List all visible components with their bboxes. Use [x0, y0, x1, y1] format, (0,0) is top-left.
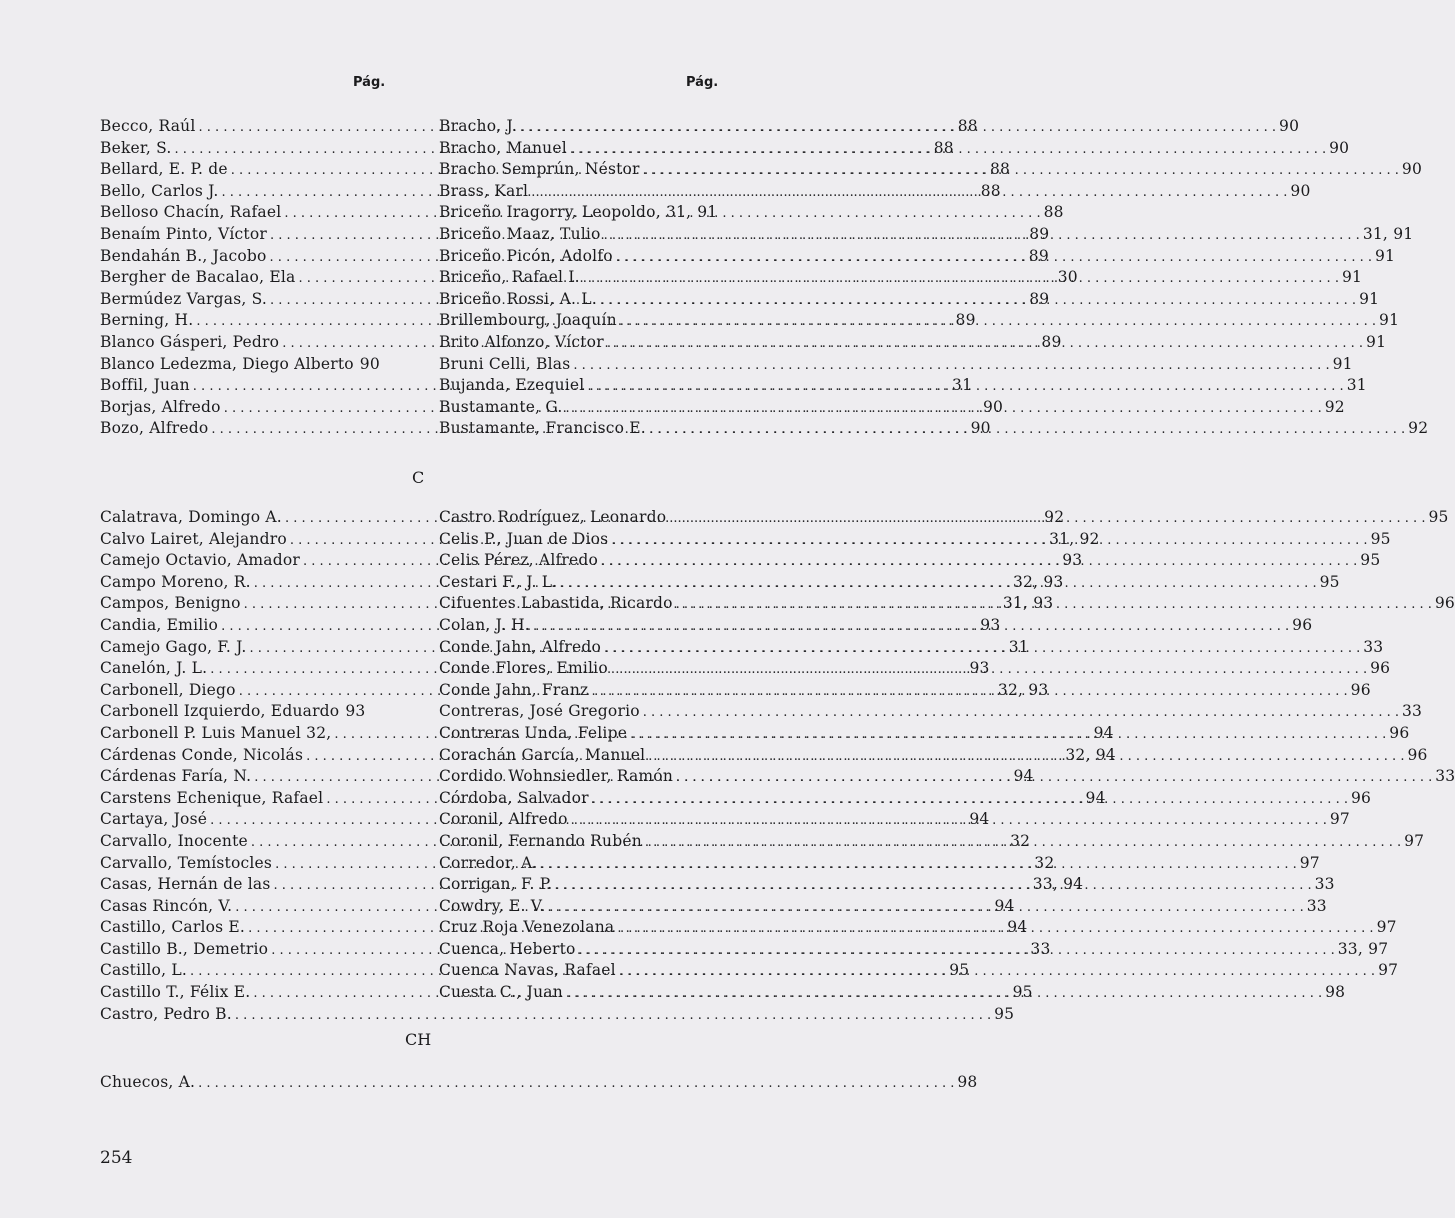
entry-name: Cowdry, E. V.: [439, 896, 545, 915]
dot-leader: [648, 749, 1404, 764]
entry-name: Cifuentes Labastida, Ricardo: [439, 594, 673, 613]
entry-page: 90: [982, 397, 1004, 416]
dot-leader: [676, 770, 1432, 785]
entry-name: Briceño Rossi, A. L.: [439, 289, 597, 308]
entry-name: Carbonell, Diego: [100, 680, 236, 699]
entry-name: Cuenca, Heberto: [439, 939, 576, 958]
entry-name: Calatrava, Domingo A.: [100, 508, 282, 526]
dot-leader: [560, 576, 1316, 591]
entry-page: 94: [994, 896, 1015, 915]
entry-name: Castro, Pedro B.: [100, 1004, 232, 1023]
dot-leader: [570, 142, 1326, 157]
entry-page: 96: [1389, 723, 1410, 742]
dot-leader: [630, 727, 1386, 742]
entry-page: 98: [1325, 983, 1346, 1002]
entry-name: Bruni Celli, Blas: [439, 354, 571, 373]
entry-name: Borjas, Alfredo: [100, 397, 221, 416]
entry-name: Bello, Carlos J.: [100, 181, 219, 200]
dot-leader: [573, 358, 1329, 373]
entry-name: Camejo Gago, F. J.: [100, 637, 247, 656]
entry-name: Carvallo, Inocente: [100, 831, 248, 850]
dot-leader: [611, 533, 1367, 548]
entry-name: Carstens Echenique, Rafael: [100, 788, 324, 807]
dot-leader: [198, 1076, 954, 1091]
entry-page: 94: [1085, 788, 1106, 807]
entry-name: Bracho Semprún, Néstor: [439, 160, 640, 179]
entry-name: Bracho, J.: [439, 117, 517, 135]
entry-page: 89: [1028, 246, 1049, 265]
index-entry: [100, 1004, 1015, 1027]
entry-name: Coronil, Fernando Rubén: [439, 831, 642, 850]
entry-page: 93: [980, 615, 1001, 634]
dot-leader: [600, 293, 1356, 308]
entry-page: 91: [1359, 289, 1380, 308]
dot-leader: [555, 878, 1311, 893]
dot-leader: [619, 964, 1375, 979]
entry-name: Castro Rodríguez, Leonardo: [439, 508, 667, 526]
entry-name: Cárdenas Faría, N.: [100, 767, 252, 786]
index-entry: [439, 702, 1423, 724]
entry-name: Bergher de Bacalao, Ela: [100, 268, 296, 287]
entry-name: Becco, Raúl: [100, 117, 196, 135]
entry-name: Bujanda, Ezequiel: [439, 376, 585, 395]
index-entry: [100, 702, 364, 724]
entry-page: 88: [980, 181, 1001, 200]
entry-name: Coronil, Alfredo: [439, 810, 568, 829]
dot-leader: [620, 314, 1376, 329]
entry-page: 31: [952, 376, 973, 395]
entry-page: 91: [1332, 354, 1353, 373]
entry-name: Brass, Karl: [439, 181, 529, 200]
section-heading-ch: CH: [405, 1030, 432, 1049]
entry-page: 92: [1044, 508, 1065, 526]
dot-leader: [604, 641, 1360, 656]
entry-page: 91: [1374, 246, 1396, 265]
dot-leader: [579, 943, 1335, 958]
dot-leader: [520, 120, 1276, 135]
page-column-label-left: Pág.: [353, 75, 386, 90]
index-entry: [100, 1073, 978, 1095]
entry-page: 94: [1093, 723, 1114, 742]
entry-name: Briceño Iragorry, Leopoldo, 31,: [439, 203, 692, 222]
entry-page: 31: [1346, 376, 1367, 395]
entry-page: 33: [1363, 637, 1384, 656]
entry-name: Bendahán B., Jacobo: [100, 246, 267, 265]
entry-page: 96: [1370, 659, 1391, 678]
entry-page: 95: [1012, 983, 1033, 1002]
entry-page: 90: [1290, 181, 1311, 200]
entry-name: Conde Jahn, Franz: [439, 680, 589, 699]
entry-name: Castillo T., Félix E.: [100, 983, 251, 1002]
dot-leader: [531, 185, 1287, 200]
entry-name: Briceño, Rafael I.: [439, 268, 580, 287]
entry-name: Bellard, E. P. de: [100, 160, 228, 179]
dot-leader: [587, 379, 1343, 394]
page-number: 254: [100, 1148, 133, 1168]
dot-leader: [548, 900, 1304, 915]
entry-name: Corrigan, F. P.: [439, 875, 553, 894]
entry-name: Campos, Benigno: [100, 594, 241, 613]
entry-page: 90: [1329, 138, 1350, 157]
entry-page: 90: [1401, 160, 1423, 179]
entry-name: Calvo Lairet, Alejandro: [100, 529, 287, 548]
entry-name: Conde Flores, Emilio: [439, 659, 608, 678]
entry-page: 88: [989, 160, 1011, 179]
entry-page: 33: [1306, 896, 1327, 915]
entry-page: 94: [969, 810, 990, 829]
entry-name: Bozo, Alfredo: [100, 419, 209, 438]
entry-name: Briceño Maaz, Tulio: [439, 224, 601, 243]
entry-page: 88: [1043, 203, 1064, 222]
dot-leader: [591, 684, 1347, 699]
index-entry: [439, 939, 1389, 962]
entry-name: Campo Moreno, R.: [100, 572, 251, 591]
dot-leader: [617, 921, 1373, 936]
entry-page: 93: [969, 659, 990, 678]
entry-name: Cruz Roja Venezolana: [439, 918, 615, 937]
entry-page: 92: [1324, 397, 1345, 416]
entry-name: Brito Alfonzo, Víctor: [439, 332, 604, 351]
entry-page: 91: [697, 203, 718, 222]
dot-leader: [643, 705, 1399, 720]
index-entry: [439, 354, 1353, 377]
entry-name: Berning, H.: [100, 311, 194, 330]
entry-name: Castillo, L.: [100, 961, 187, 980]
entry-page: 96: [1350, 680, 1371, 699]
entry-name: Chuecos, A.: [100, 1073, 196, 1091]
entry-name: Cárdenas Conde, Nicolás: [100, 745, 304, 764]
entry-name: Córdoba, Salvador: [439, 788, 589, 807]
entry-page: 33, 94: [1032, 875, 1084, 894]
entry-page: 95: [1428, 508, 1449, 526]
entry-page: 93: [345, 702, 366, 721]
entry-page: 33: [1435, 767, 1455, 786]
entry-page: 89: [1029, 289, 1050, 308]
entry-page: 32, 93: [1012, 572, 1064, 591]
dot-leader: [235, 1008, 991, 1023]
entry-name: Cordido Wohnsiedler, Ramón: [439, 767, 674, 786]
entry-page: 90: [359, 354, 380, 373]
dot-leader: [566, 986, 1322, 1001]
dot-leader: [676, 597, 1432, 612]
entry-page: 90: [1279, 117, 1300, 135]
entry-page: 33: [1401, 702, 1423, 721]
dot-leader: [604, 228, 1360, 243]
entry-name: Castillo, Carlos E.: [100, 918, 246, 937]
entry-name: Candia, Emilio: [100, 615, 219, 634]
entry-name: Bracho, Manuel: [439, 138, 567, 157]
entry-page: 32: [1010, 831, 1031, 850]
dot-leader: [592, 792, 1348, 807]
entry-name: Beker, S.: [100, 138, 172, 157]
entry-name: Conde Jahn, Alfredo: [439, 637, 601, 656]
dot-leader: [669, 511, 1425, 526]
entry-name: Cuenca Navas, Rafael: [439, 961, 616, 980]
page-column-label-right: Pág.: [686, 75, 719, 90]
entry-page: 95: [1360, 551, 1381, 570]
entry-name: Carvallo, Temístocles: [100, 853, 273, 872]
entry-page: 89: [1041, 332, 1062, 351]
entry-name: Contreras, José Gregorio: [439, 702, 640, 721]
entry-name: Boffil, Juan: [100, 376, 190, 395]
entry-page: 97: [1376, 918, 1397, 937]
dot-leader: [583, 271, 1339, 286]
entry-page: 32: [1034, 853, 1055, 872]
entry-name: Briceño Picón, Adolfo: [439, 246, 613, 265]
entry-name: Casas, Hernán de las: [100, 875, 271, 894]
dot-leader: [601, 554, 1357, 569]
entry-name: Belloso Chacín, Rafael: [100, 203, 282, 222]
dot-leader: [533, 619, 1289, 634]
entry-name: Camejo Octavio, Amador: [100, 551, 300, 570]
entry-name: Bustamante, G.: [439, 397, 563, 416]
entry-name: Contreras Unda, Felipe: [439, 723, 628, 742]
entry-page: 89: [1029, 224, 1050, 243]
index-entry: [439, 203, 718, 225]
entry-page: 31, 93: [1002, 594, 1054, 613]
dot-leader: [566, 401, 1322, 416]
entry-page: 97: [1329, 810, 1350, 829]
entry-name: Canelón, J. L.: [100, 659, 208, 678]
dot-leader: [607, 336, 1363, 351]
entry-name: Blanco Gásperi, Pedro: [100, 332, 280, 351]
entry-page: 93: [1062, 551, 1083, 570]
entry-page: 97: [1378, 961, 1399, 980]
entry-name: Casas Rincón, V.: [100, 896, 233, 915]
entry-page: 96: [1434, 594, 1455, 613]
entry-page: 31: [1008, 637, 1029, 656]
entry-name: Colan, J. H.: [439, 615, 530, 634]
entry-page: 95: [949, 961, 970, 980]
entry-page: 95: [994, 1004, 1015, 1023]
entry-page: 96: [1407, 745, 1428, 764]
entry-name: Carbonell Izquierdo, Eduardo: [100, 702, 340, 721]
entry-page: 98: [957, 1073, 978, 1091]
entry-page: 97: [1299, 853, 1320, 872]
entry-name: Corachán García, Manuel: [439, 745, 646, 764]
entry-page: 30: [1057, 268, 1078, 287]
entry-name: Corredor, A.: [439, 853, 538, 872]
dot-leader: [571, 813, 1327, 828]
entry-name: Celis P., Juan de Dios: [439, 529, 609, 548]
entry-name: Bustamante, Francisco E.: [439, 419, 646, 438]
dot-leader: [611, 662, 1367, 677]
entry-page: 32, 94: [1065, 745, 1116, 764]
dot-leader: [541, 857, 1297, 872]
entry-name: Brillembourg, Joaquín: [439, 311, 617, 330]
entry-page: 94: [1013, 767, 1034, 786]
index-column-ch-left: [100, 1073, 978, 1095]
entry-page: 33, 97: [1337, 939, 1389, 958]
entry-name: Cestari F., J. L.: [439, 572, 558, 591]
dot-leader: [649, 422, 1405, 437]
entry-page: 32, 93: [997, 680, 1049, 699]
entry-page: 97: [1404, 831, 1425, 850]
entry-page: 31, 91: [1362, 224, 1414, 243]
entry-page: 88: [933, 138, 954, 157]
entry-name: Carbonell P. Luis Manuel 32,: [100, 723, 332, 742]
entry-page: 91: [1366, 332, 1387, 351]
entry-name: Castillo B., Demetrio: [100, 939, 269, 958]
dot-leader: [645, 835, 1401, 850]
entry-page: 96: [1292, 615, 1313, 634]
entry-name: Blanco Ledezma, Diego Alberto: [100, 354, 354, 373]
entry-name: Cuesta C., Juan: [439, 983, 563, 1002]
entry-page: 96: [1350, 788, 1372, 807]
entry-page: 95: [1370, 529, 1391, 548]
index-entry: [100, 354, 380, 377]
entry-page: 89: [955, 311, 976, 330]
entry-page: 33: [1314, 875, 1335, 894]
entry-name: Cartaya, José: [100, 810, 208, 829]
section-heading-c: C: [412, 468, 425, 487]
entry-name: Celis Pérez, Alfredo: [439, 551, 599, 570]
entry-page: 91: [1379, 311, 1400, 330]
entry-page: 94: [1007, 918, 1028, 937]
dot-leader: [616, 250, 1372, 265]
dot-leader: [643, 163, 1399, 178]
entry-name: Bermúdez Vargas, S.: [100, 289, 268, 308]
index-entry: [439, 376, 1367, 398]
entry-page: 92: [1408, 419, 1429, 438]
entry-page: 31, 92: [1049, 529, 1100, 548]
entry-page: 95: [1319, 572, 1340, 591]
entry-page: 90: [970, 419, 991, 438]
entry-page: 88: [957, 117, 978, 135]
entry-name: Benaím Pinto, Víctor: [100, 224, 267, 243]
entry-page: 91: [1341, 268, 1363, 287]
entry-page: 33: [1030, 939, 1051, 958]
